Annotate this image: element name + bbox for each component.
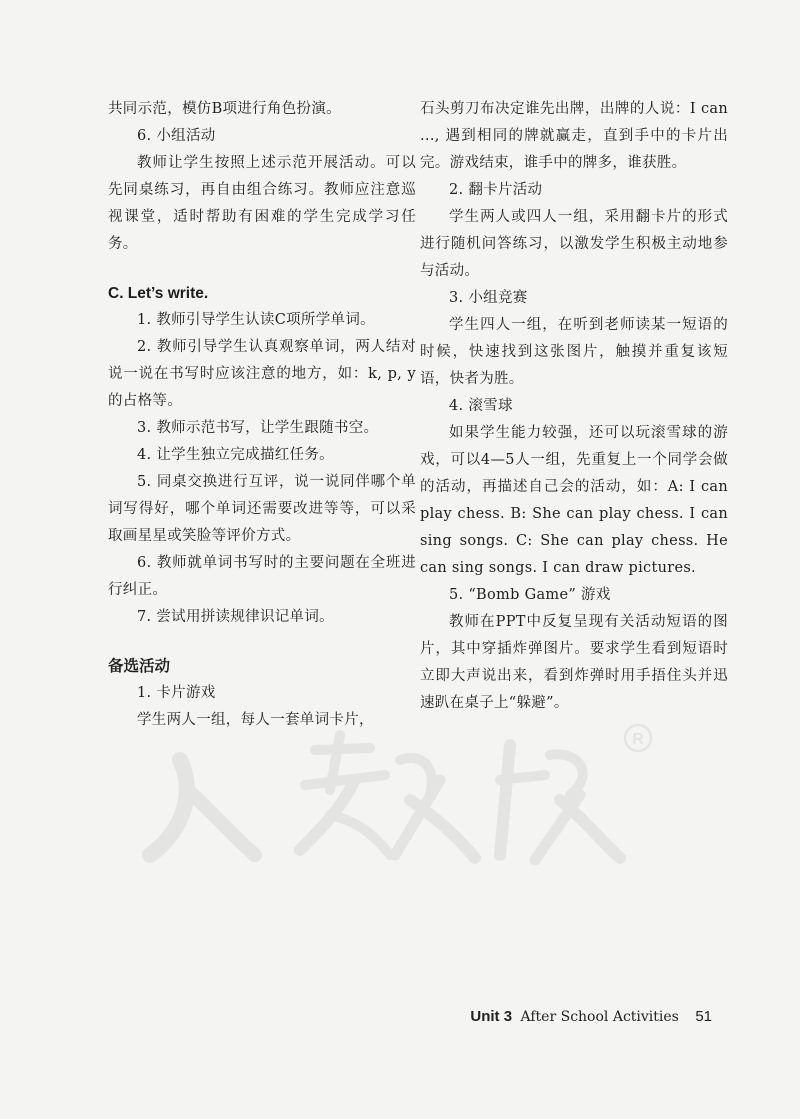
- opt1-heading: 1. 卡片游戏: [137, 685, 216, 701]
- opt5-body: 教师在PPT中反复呈现有关活动短语的图片，其中穿插炸弹图片。要求学生看到短语时立即大声说出来，看到炸弹时用手捂住头并迅速趴在桌子上“躲避”。: [420, 614, 728, 711]
- opt2-heading: 2. 翻卡片活动: [449, 182, 543, 198]
- opt4-body: 如果学生能力较强，还可以玩滚雪球的游戏，可以4—5人一组，先重复上一个同学会做的活动，再描述自己会的活动，如：A: I can play chess. B: She can play chess. I can sing songs. C: She can play chess. He can sing songs. I can draw pictures.: [420, 425, 728, 576]
- c-item-1: 1. 教师引导学生认读C项所学单词。: [137, 312, 375, 328]
- footer-title: After School Activities: [520, 1009, 679, 1025]
- c-item-2: 2. 教师引导学生认真观察单词，两人结对说一说在书写时应该注意的地方，如：k, p, y 的占格等。: [108, 339, 416, 409]
- opt5-heading: 5. “Bomb Game” 游戏: [449, 587, 611, 603]
- opt2-body: 学生两人或四人一组，采用翻卡片的形式进行随机问答练习，以激发学生积极主动地参与活动。: [420, 209, 728, 279]
- page-number: 51: [695, 1008, 712, 1025]
- item6-heading: 6. 小组活动: [137, 128, 216, 144]
- c-item-7: 7. 尝试用拼读规律识记单词。: [137, 609, 334, 625]
- optional-activities-title: 备选活动: [108, 657, 171, 675]
- page-footer: [470, 1008, 712, 1025]
- footer-unit: Unit 3: [470, 1008, 513, 1025]
- section-c-title: C. Let’s write.: [108, 285, 209, 302]
- svg-text:R: R: [632, 731, 644, 748]
- paragraph-continuation: 共同示范，模仿B项进行角色扮演。: [108, 101, 341, 117]
- opt3-heading: 3. 小组竞赛: [449, 290, 528, 306]
- opt4-heading: 4. 滚雪球: [449, 398, 513, 414]
- item6-body: 教师让学生按照上述示范开展活动。可以先同桌练习，再自由组合练习。教师应注意巡视课堂，适时帮助有困难的学生完成学习任务。: [108, 155, 416, 252]
- right-column: [420, 96, 728, 717]
- c-item-4: 4. 让学生独立完成描红任务。: [137, 447, 334, 463]
- c-item-5: 5. 同桌交换进行互评，说一说同伴哪个单词写得好，哪个单词还需要改进等等，可以采取画星星或笑脸等评价方式。: [108, 474, 416, 544]
- publisher-watermark-logo: [140, 720, 660, 870]
- opt1-body: 学生两人一组，每人一套单词卡片，: [137, 712, 374, 728]
- opt3-body: 学生四人一组，在听到老师读某一短语的时候，快速找到这张图片，触摸并重复该短语，快者为胜。: [420, 317, 728, 387]
- c-item-3: 3. 教师示范书写，让学生跟随书空。: [137, 420, 379, 436]
- left-column: [108, 96, 416, 734]
- opt1-continuation: 石头剪刀布决定谁先出牌，出牌的人说：I can ..., 遇到相同的牌就赢走，直到手中的卡片出完。游戏结束，谁手中的牌多，谁获胜。: [420, 101, 728, 171]
- c-item-6: 6. 教师就单词书写时的主要问题在全班进行纠正。: [108, 555, 416, 598]
